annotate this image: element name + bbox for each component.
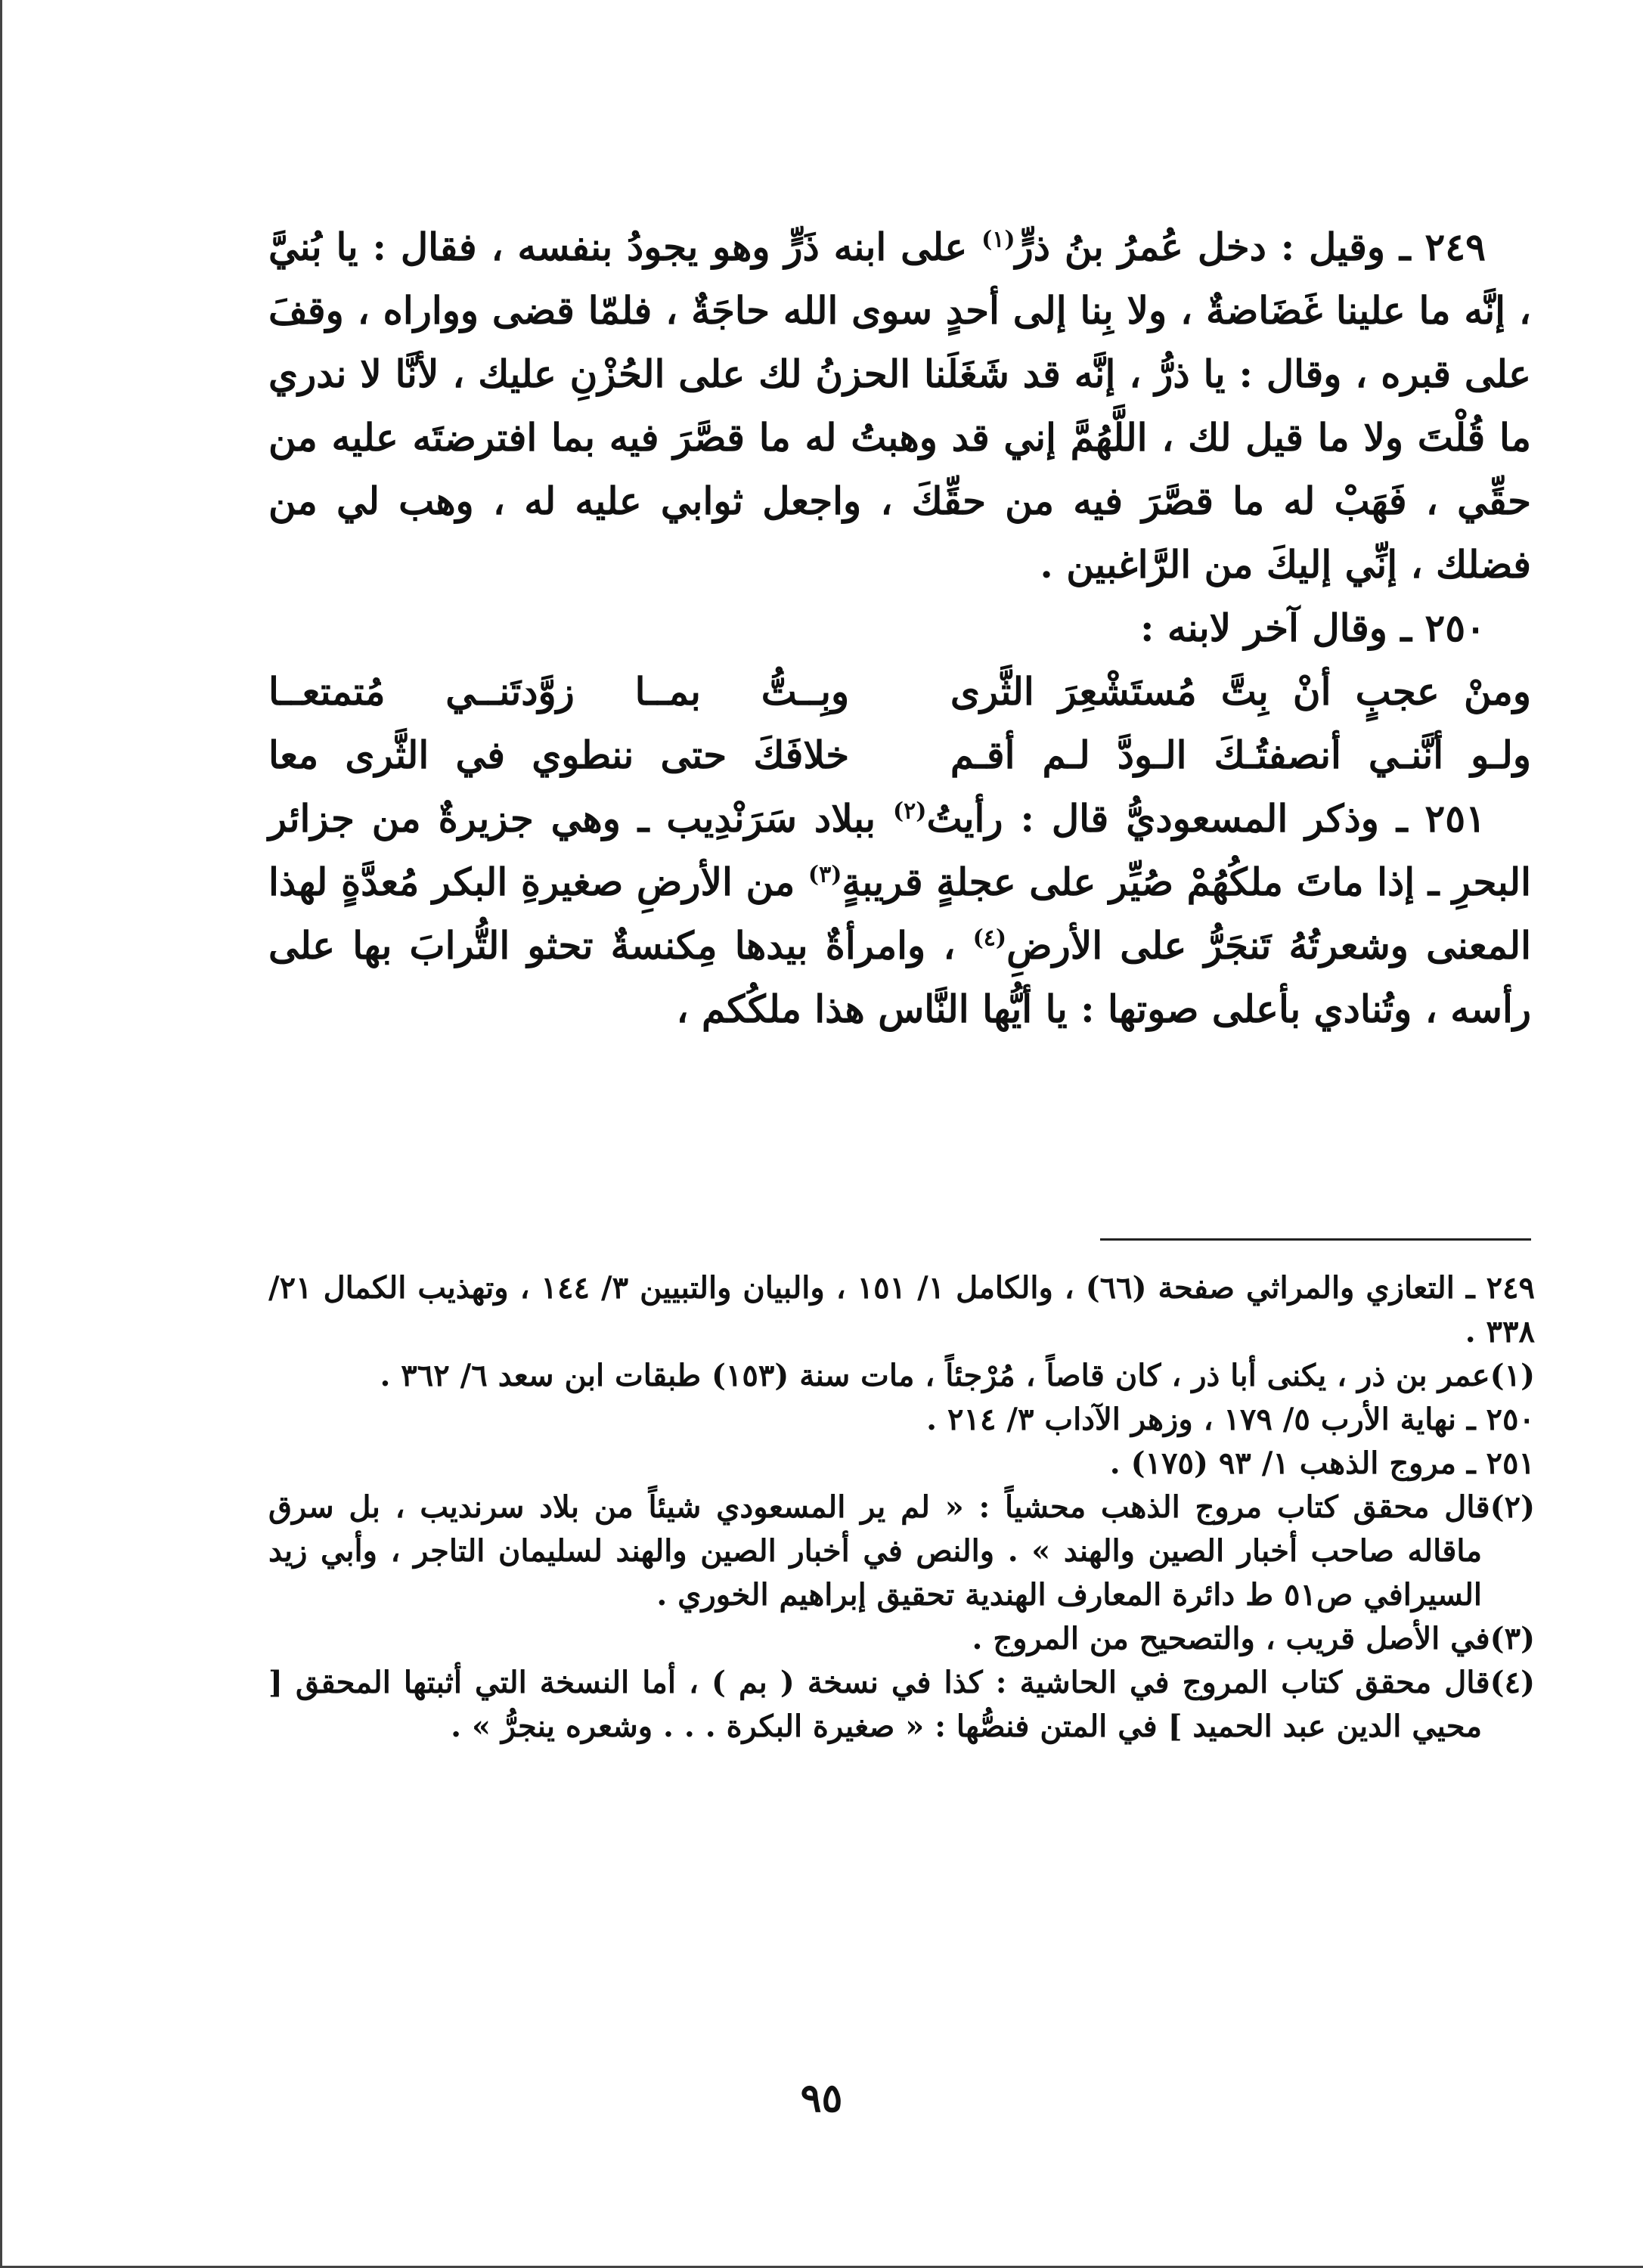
note-250: ٢٥٠ ـ نهاية الأرب ٥/ ١٧٩ ، وزهر الآداب ٣/ ٢١٤ . xyxy=(926,1402,1535,1437)
footnote-ref-4: (٤) xyxy=(972,925,1007,952)
note-4 xyxy=(268,1661,1535,1749)
footnote-ref-1: (١) xyxy=(981,226,1015,253)
note-3-text: في الأصل قريب ، والتصحيح من المروج . xyxy=(972,1621,1490,1656)
paragraph-251-part-c: من الأرضِ صغيرةِ البكر مُعدَّةٍ لهذا المعنى وشعرتُهُ تَنجَرُّ على الأرضِ xyxy=(268,860,1531,968)
note-3-label: (٣) xyxy=(1490,1621,1535,1656)
verse-1-first-hemistich: ومنْ عجبٍ أنْ بِتَّ مُستَشْعِرَ الثَّرى xyxy=(950,669,1531,714)
verse-line-1 xyxy=(268,660,1531,723)
verse-2-second-hemistich: خلافَكَ حتى ننطوي في الثَّرى معا xyxy=(268,733,850,777)
page-number: ٩٥ xyxy=(800,2075,843,2121)
note-1 xyxy=(268,1354,1535,1398)
footnotes xyxy=(268,1266,1535,1749)
paragraph-251-start: ٢٥١ ـ وذكر المسعوديُّ قال : رأيتُ xyxy=(926,796,1486,841)
note-2-label: (٢) xyxy=(1490,1489,1535,1525)
paragraph-249-start: ٢٤٩ ـ وقيل : دخل عُمرُ بنُ ذرٍّ xyxy=(1015,225,1486,269)
main-text xyxy=(268,215,1531,1041)
footnote-separator xyxy=(1100,1238,1531,1241)
verse-line-2 xyxy=(268,723,1531,787)
footnote-ref-2: (٢) xyxy=(892,798,927,825)
paragraph-251-part-b: ببلاد سَرَنْدِيب ـ وهي جزيرةٌ من جزائر البحرِ ـ إذا ماتَ ملكُهُمْ صُيِّر على عجلةٍ قريبةٍ xyxy=(268,796,1531,904)
footnote-ref-3: (٣) xyxy=(808,861,842,888)
verse-2-first-hemistich: ولـو أنَّنـي أنصفتُـكَ الـودَّ لـم أقـم xyxy=(950,733,1531,777)
note-1-label: (١) xyxy=(1490,1358,1535,1393)
note-2-text: قال محقق كتاب مروج الذهب محشياً : « لم ير المسعودي شيئاً من بلاد سرنديب ، بل سرق ماقاله صاحب أخبار الصين والهند » . والنص في أخبار الصين والهند لسليمان التاجر ، وأبي زيد السيرافي ص٥١ ط دائرة المعارف الهندية تحقيق إبراهيم الخوري . xyxy=(268,1489,1490,1613)
note-2 xyxy=(268,1486,1535,1617)
note-251: ٢٥١ ـ مروج الذهب ١/ ٩٣ (١٧٥) . xyxy=(1109,1445,1535,1481)
paragraph-249-body: على ابنه ذَرٍّ وهو يجودُ بنفسه ، فقال : يا بُنيَّ ، إنَّه ما علينا غَضَاضةٌ ، ولا بِنا إلى أحدٍ سوى الله حاجَةٌ ، فلمّا قضى وواراه ، وقفَ على قبره ، وقال : يا ذرُّ ، إنَّه قد شَغَلَنا الحزنُ لك على الحُزْنِ عليك ، لأنَّا لا ندري ما قُلْتَ ولا ما قيل لك ، اللَّهُمَّ إني قد وهبتُ له ما قصَّرَ فيه بما افترضتَه عليه من حقِّي ، فَهَبْ له ما قصَّرَ فيه من حقِّكَ ، واجعل ثوابي عليه له ، وهب لي من فضلك ، إنِّي إليكَ من الرَّاغبين . xyxy=(268,225,1531,587)
paragraph-251-part-d: ، وامرأةٌ بيدها مِكنسةٌ تحثو التُّرابَ بها على رأسه ، وتُنادي بأعلى صوتها : يا أيُّها النَّاس هذا ملكُكم ، xyxy=(268,923,1531,1031)
page-left-border xyxy=(0,0,2,2268)
note-1-text: عمر بن ذر ، يكنى أبا ذر ، كان قاصاً ، مُرْجئاً ، مات سنة (١٥٣) طبقات ابن سعد ٦/ ٣٦٢ . xyxy=(380,1358,1490,1393)
paragraph-249 xyxy=(268,215,1531,596)
verse-1-second-hemistich: وبِــتُّ بمــا زوَّدتَنــي مُتمتعــا xyxy=(268,669,850,714)
paragraph-250: ٢٥٠ ـ وقال آخر لابنه : xyxy=(1139,606,1486,650)
note-3 xyxy=(268,1617,1535,1661)
note-249: ٢٤٩ ـ التعازي والمراثي صفحة (٦٦) ، والكامل ١/ ١٥١ ، والبيان والتبيين ٣/ ١٤٤ ، وتهذيب الكمال ٢١/ ٣٣٨ . xyxy=(268,1270,1536,1349)
note-4-label: (٤) xyxy=(1490,1665,1535,1700)
paragraph-251 xyxy=(268,787,1531,1041)
note-4-text: قال محقق كتاب المروج في الحاشية : كذا في نسخة ( بم ) ، أما النسخة التي أثبتها المحقق [ محيي الدين عبد الحميد ] في المتن فنصُّها : « صغيرة البكرة . . . وشعره ينجرُّ » . xyxy=(268,1665,1490,1744)
